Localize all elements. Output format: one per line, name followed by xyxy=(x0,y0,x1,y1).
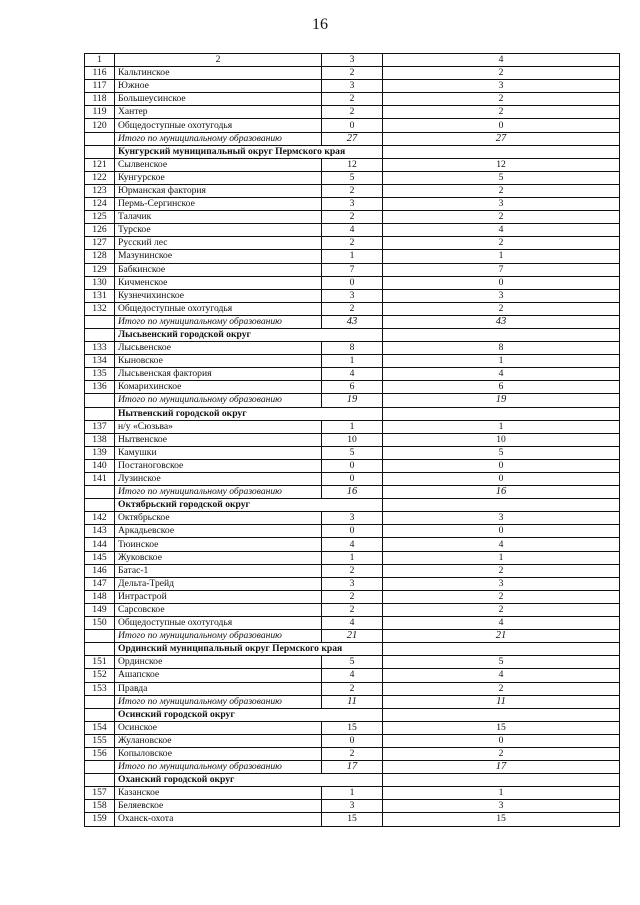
row-value-col4: 1 xyxy=(383,420,620,433)
district-header-row xyxy=(85,774,620,787)
row-value-col4: 6 xyxy=(383,381,620,394)
table-row xyxy=(85,656,620,669)
row-value-col3: 3 xyxy=(322,800,383,813)
row-number: 134 xyxy=(85,355,115,368)
total-label: Итого по муниципальному образованию xyxy=(115,315,322,328)
row-value-col3: 2 xyxy=(322,564,383,577)
total-empty-cell xyxy=(85,315,115,328)
row-name: Сылвенское xyxy=(115,158,322,171)
table-row xyxy=(85,564,620,577)
table-row xyxy=(85,276,620,289)
total-empty-cell xyxy=(85,695,115,708)
row-name: Общедоступные охотугодья xyxy=(115,617,322,630)
row-name: Юрманская фактория xyxy=(115,184,322,197)
table-row xyxy=(85,446,620,459)
table-row xyxy=(85,171,620,184)
table-row xyxy=(85,211,620,224)
total-value-col3: 16 xyxy=(322,486,383,499)
row-name: Казанское xyxy=(115,787,322,800)
table-row xyxy=(85,184,620,197)
row-value-col3: 1 xyxy=(322,551,383,564)
row-name: Кичменское xyxy=(115,276,322,289)
table-row xyxy=(85,250,620,263)
row-number: 139 xyxy=(85,446,115,459)
row-name: Талачик xyxy=(115,211,322,224)
total-empty-cell xyxy=(85,132,115,145)
row-number: 138 xyxy=(85,433,115,446)
total-row xyxy=(85,630,620,643)
total-row xyxy=(85,394,620,407)
row-name: Оханск-охота xyxy=(115,813,322,826)
row-value-col4: 0 xyxy=(383,525,620,538)
row-value-col4: 4 xyxy=(383,538,620,551)
row-name: Осинское xyxy=(115,721,322,734)
row-value-col3: 3 xyxy=(322,198,383,211)
row-name: Пермь-Сергинское xyxy=(115,198,322,211)
total-empty-cell xyxy=(85,630,115,643)
row-name: Лысьвенское xyxy=(115,342,322,355)
row-value-col3: 4 xyxy=(322,617,383,630)
header-cell-1: 1 xyxy=(85,54,115,67)
total-value-col3: 11 xyxy=(322,695,383,708)
table-row xyxy=(85,263,620,276)
total-value-col4: 16 xyxy=(383,486,620,499)
district-spacer xyxy=(322,499,383,512)
row-value-col4: 3 xyxy=(383,198,620,211)
header-cell-4: 4 xyxy=(383,54,620,67)
row-name: Южное xyxy=(115,80,322,93)
row-value-col3: 3 xyxy=(322,577,383,590)
row-name: Батас-1 xyxy=(115,564,322,577)
row-number: 133 xyxy=(85,342,115,355)
row-value-col4: 1 xyxy=(383,355,620,368)
row-number: 157 xyxy=(85,787,115,800)
row-value-col3: 0 xyxy=(322,734,383,747)
district-empty-cell xyxy=(85,708,115,721)
district-spacer xyxy=(383,145,620,158)
row-value-col3: 2 xyxy=(322,682,383,695)
row-name: Кузнечихинское xyxy=(115,289,322,302)
row-value-col3: 2 xyxy=(322,747,383,760)
table-body xyxy=(85,54,620,827)
table-row xyxy=(85,551,620,564)
row-value-col4: 3 xyxy=(383,800,620,813)
row-number: 135 xyxy=(85,368,115,381)
row-name: Аркадьевское xyxy=(115,525,322,538)
total-label: Итого по муниципальному образованию xyxy=(115,630,322,643)
row-value-col4: 4 xyxy=(383,617,620,630)
row-value-col3: 3 xyxy=(322,80,383,93)
row-name: Общедоступные охотугодья xyxy=(115,119,322,132)
total-empty-cell xyxy=(85,486,115,499)
row-name: Кунгурское xyxy=(115,171,322,184)
total-value-col4: 19 xyxy=(383,394,620,407)
row-value-col4: 2 xyxy=(383,237,620,250)
row-value-col3: 2 xyxy=(322,237,383,250)
row-value-col3: 7 xyxy=(322,263,383,276)
row-value-col4: 2 xyxy=(383,302,620,315)
row-number: 125 xyxy=(85,211,115,224)
district-empty-cell xyxy=(85,774,115,787)
row-value-col4: 12 xyxy=(383,158,620,171)
row-value-col3: 2 xyxy=(322,302,383,315)
row-value-col3: 3 xyxy=(322,512,383,525)
row-name: Лысьвенская фактория xyxy=(115,368,322,381)
table-row xyxy=(85,106,620,119)
page-number: 16 xyxy=(312,16,328,33)
row-value-col4: 3 xyxy=(383,80,620,93)
row-name: Постаноговское xyxy=(115,459,322,472)
row-name: Интрастрой xyxy=(115,590,322,603)
row-value-col4: 3 xyxy=(383,577,620,590)
row-name: Комарихинское xyxy=(115,381,322,394)
table-row xyxy=(85,420,620,433)
table-row xyxy=(85,459,620,472)
row-number: 120 xyxy=(85,119,115,132)
row-value-col4: 4 xyxy=(383,224,620,237)
row-number: 145 xyxy=(85,551,115,564)
hunting-grounds-table xyxy=(84,53,620,827)
row-value-col3: 8 xyxy=(322,342,383,355)
row-value-col3: 2 xyxy=(322,93,383,106)
table-row xyxy=(85,80,620,93)
total-label: Итого по муниципальному образованию xyxy=(115,761,322,774)
district-spacer xyxy=(322,774,383,787)
total-row xyxy=(85,132,620,145)
row-value-col3: 5 xyxy=(322,656,383,669)
row-value-col4: 0 xyxy=(383,459,620,472)
row-value-col4: 2 xyxy=(383,564,620,577)
district-spacer xyxy=(322,328,383,341)
total-value-col3: 43 xyxy=(322,315,383,328)
row-name: Тюинское xyxy=(115,538,322,551)
row-value-col4: 5 xyxy=(383,656,620,669)
row-value-col4: 0 xyxy=(383,119,620,132)
row-value-col4: 5 xyxy=(383,171,620,184)
row-number: 137 xyxy=(85,420,115,433)
row-number: 159 xyxy=(85,813,115,826)
row-value-col3: 2 xyxy=(322,603,383,616)
row-value-col4: 0 xyxy=(383,734,620,747)
district-spacer xyxy=(383,407,620,420)
table-row xyxy=(85,682,620,695)
table-row xyxy=(85,747,620,760)
district-spacer xyxy=(383,328,620,341)
row-value-col4: 2 xyxy=(383,67,620,80)
table-row xyxy=(85,224,620,237)
total-row xyxy=(85,695,620,708)
row-value-col4: 15 xyxy=(383,721,620,734)
table-row xyxy=(85,525,620,538)
row-value-col3: 2 xyxy=(322,67,383,80)
district-header-row xyxy=(85,499,620,512)
total-value-col3: 17 xyxy=(322,761,383,774)
row-number: 127 xyxy=(85,237,115,250)
row-value-col3: 1 xyxy=(322,250,383,263)
row-number: 128 xyxy=(85,250,115,263)
district-empty-cell xyxy=(85,407,115,420)
row-number: 124 xyxy=(85,198,115,211)
district-name: Ординский муниципальный округ Пермского края xyxy=(115,643,322,656)
row-number: 158 xyxy=(85,800,115,813)
row-number: 136 xyxy=(85,381,115,394)
total-label: Итого по муниципальному образованию xyxy=(115,394,322,407)
row-number: 116 xyxy=(85,67,115,80)
row-value-col3: 0 xyxy=(322,525,383,538)
total-label: Итого по муниципальному образованию xyxy=(115,486,322,499)
row-value-col4: 4 xyxy=(383,669,620,682)
district-name: Оханский городской округ xyxy=(115,774,322,787)
row-number: 126 xyxy=(85,224,115,237)
district-spacer xyxy=(322,407,383,420)
row-name: Бабкинское xyxy=(115,263,322,276)
row-value-col3: 2 xyxy=(322,184,383,197)
row-name: Ашапское xyxy=(115,669,322,682)
row-name: Нытвенское xyxy=(115,433,322,446)
table-row xyxy=(85,721,620,734)
district-header-row xyxy=(85,708,620,721)
row-number: 144 xyxy=(85,538,115,551)
table-row xyxy=(85,355,620,368)
row-number: 156 xyxy=(85,747,115,760)
row-value-col3: 2 xyxy=(322,211,383,224)
header-cell-2: 2 xyxy=(115,54,322,67)
row-name: Сарсовское xyxy=(115,603,322,616)
table-row xyxy=(85,473,620,486)
row-value-col4: 2 xyxy=(383,93,620,106)
table-header-row xyxy=(85,54,620,67)
row-number: 130 xyxy=(85,276,115,289)
row-value-col3: 2 xyxy=(322,106,383,119)
district-spacer xyxy=(383,774,620,787)
row-value-col3: 1 xyxy=(322,787,383,800)
row-value-col3: 6 xyxy=(322,381,383,394)
table-row xyxy=(85,787,620,800)
row-number: 154 xyxy=(85,721,115,734)
row-name: Хантер xyxy=(115,106,322,119)
table-row xyxy=(85,381,620,394)
row-value-col4: 3 xyxy=(383,512,620,525)
table-row xyxy=(85,669,620,682)
table-row xyxy=(85,603,620,616)
row-number: 117 xyxy=(85,80,115,93)
row-number: 155 xyxy=(85,734,115,747)
row-value-col4: 2 xyxy=(383,603,620,616)
total-value-col4: 43 xyxy=(383,315,620,328)
row-number: 119 xyxy=(85,106,115,119)
row-value-col4: 2 xyxy=(383,211,620,224)
row-value-col3: 1 xyxy=(322,355,383,368)
row-number: 118 xyxy=(85,93,115,106)
row-name: Ординское xyxy=(115,656,322,669)
row-name: Беляевское xyxy=(115,800,322,813)
row-value-col4: 2 xyxy=(383,184,620,197)
row-name: Кыновское xyxy=(115,355,322,368)
row-number: 123 xyxy=(85,184,115,197)
row-value-col3: 15 xyxy=(322,813,383,826)
total-empty-cell xyxy=(85,761,115,774)
table-row xyxy=(85,289,620,302)
row-number: 152 xyxy=(85,669,115,682)
district-spacer xyxy=(322,708,383,721)
row-value-col4: 5 xyxy=(383,446,620,459)
row-name: Кальтинское xyxy=(115,67,322,80)
row-value-col4: 7 xyxy=(383,263,620,276)
row-value-col3: 5 xyxy=(322,171,383,184)
row-name: Турское xyxy=(115,224,322,237)
row-number: 141 xyxy=(85,473,115,486)
total-label: Итого по муниципальному образованию xyxy=(115,132,322,145)
district-name: Осинский городской округ xyxy=(115,708,322,721)
row-number: 151 xyxy=(85,656,115,669)
header-cell-3: 3 xyxy=(322,54,383,67)
row-value-col4: 3 xyxy=(383,289,620,302)
row-number: 121 xyxy=(85,158,115,171)
district-name: Октябрьский городской округ xyxy=(115,499,322,512)
row-value-col3: 12 xyxy=(322,158,383,171)
row-number: 140 xyxy=(85,459,115,472)
row-value-col4: 2 xyxy=(383,590,620,603)
row-value-col4: 8 xyxy=(383,342,620,355)
total-value-col3: 27 xyxy=(322,132,383,145)
row-name: Копыловское xyxy=(115,747,322,760)
row-number: 142 xyxy=(85,512,115,525)
total-empty-cell xyxy=(85,394,115,407)
row-name: Жуковское xyxy=(115,551,322,564)
row-value-col4: 1 xyxy=(383,551,620,564)
table-row xyxy=(85,512,620,525)
row-number: 129 xyxy=(85,263,115,276)
row-value-col4: 0 xyxy=(383,276,620,289)
district-header-row xyxy=(85,145,620,158)
district-header-row xyxy=(85,643,620,656)
row-name: Жулановское xyxy=(115,734,322,747)
district-empty-cell xyxy=(85,328,115,341)
table-row xyxy=(85,302,620,315)
row-value-col3: 4 xyxy=(322,669,383,682)
total-row xyxy=(85,486,620,499)
row-name: Большеусинское xyxy=(115,93,322,106)
row-name: Общедоступные охотугодья xyxy=(115,302,322,315)
total-value-col3: 21 xyxy=(322,630,383,643)
row-name: Октябрьское xyxy=(115,512,322,525)
table-row xyxy=(85,590,620,603)
table-row xyxy=(85,158,620,171)
row-name: Мазунинское xyxy=(115,250,322,263)
table-row xyxy=(85,538,620,551)
table-row xyxy=(85,734,620,747)
district-spacer xyxy=(383,499,620,512)
row-number: 148 xyxy=(85,590,115,603)
district-spacer xyxy=(383,708,620,721)
total-label: Итого по муниципальному образованию xyxy=(115,695,322,708)
total-value-col4: 17 xyxy=(383,761,620,774)
district-empty-cell xyxy=(85,499,115,512)
row-value-col3: 2 xyxy=(322,590,383,603)
row-value-col4: 10 xyxy=(383,433,620,446)
row-value-col3: 4 xyxy=(322,368,383,381)
row-value-col4: 4 xyxy=(383,368,620,381)
district-empty-cell xyxy=(85,145,115,158)
row-name: Дельта-Трейд xyxy=(115,577,322,590)
row-value-col4: 2 xyxy=(383,106,620,119)
district-empty-cell xyxy=(85,643,115,656)
row-number: 143 xyxy=(85,525,115,538)
row-value-col3: 10 xyxy=(322,433,383,446)
row-number: 150 xyxy=(85,617,115,630)
table-row xyxy=(85,198,620,211)
district-spacer xyxy=(383,643,620,656)
row-value-col3: 5 xyxy=(322,446,383,459)
row-value-col4: 15 xyxy=(383,813,620,826)
row-value-col3: 4 xyxy=(322,538,383,551)
row-value-col4: 1 xyxy=(383,250,620,263)
total-value-col4: 21 xyxy=(383,630,620,643)
table-row xyxy=(85,368,620,381)
row-number: 149 xyxy=(85,603,115,616)
row-value-col4: 2 xyxy=(383,747,620,760)
table-row xyxy=(85,67,620,80)
table-row xyxy=(85,813,620,826)
total-value-col4: 27 xyxy=(383,132,620,145)
total-value-col3: 19 xyxy=(322,394,383,407)
row-number: 146 xyxy=(85,564,115,577)
district-name: Кунгурский муниципальный округ Пермского края xyxy=(115,145,322,158)
row-value-col3: 0 xyxy=(322,473,383,486)
row-value-col3: 1 xyxy=(322,420,383,433)
district-name: Нытвенский городской округ xyxy=(115,407,322,420)
table-row xyxy=(85,119,620,132)
row-name: Камушки xyxy=(115,446,322,459)
row-name: Лузинское xyxy=(115,473,322,486)
table-row xyxy=(85,93,620,106)
row-number: 122 xyxy=(85,171,115,184)
district-header-row xyxy=(85,407,620,420)
total-row xyxy=(85,315,620,328)
row-value-col3: 0 xyxy=(322,276,383,289)
table-row xyxy=(85,800,620,813)
row-value-col3: 0 xyxy=(322,459,383,472)
row-name: н/у «Сюзьва» xyxy=(115,420,322,433)
row-number: 131 xyxy=(85,289,115,302)
row-value-col3: 0 xyxy=(322,119,383,132)
row-name: Правда xyxy=(115,682,322,695)
total-value-col4: 11 xyxy=(383,695,620,708)
table-row xyxy=(85,237,620,250)
total-row xyxy=(85,761,620,774)
row-value-col4: 1 xyxy=(383,787,620,800)
row-number: 147 xyxy=(85,577,115,590)
row-number: 153 xyxy=(85,682,115,695)
table-row xyxy=(85,617,620,630)
table-row xyxy=(85,433,620,446)
district-header-row xyxy=(85,328,620,341)
row-value-col4: 0 xyxy=(383,473,620,486)
table-row xyxy=(85,577,620,590)
row-number: 132 xyxy=(85,302,115,315)
row-name: Русский лес xyxy=(115,237,322,250)
row-value-col3: 15 xyxy=(322,721,383,734)
row-value-col3: 3 xyxy=(322,289,383,302)
row-value-col4: 2 xyxy=(383,682,620,695)
row-value-col3: 4 xyxy=(322,224,383,237)
table-row xyxy=(85,342,620,355)
district-name: Лысьвенский городской округ xyxy=(115,328,322,341)
